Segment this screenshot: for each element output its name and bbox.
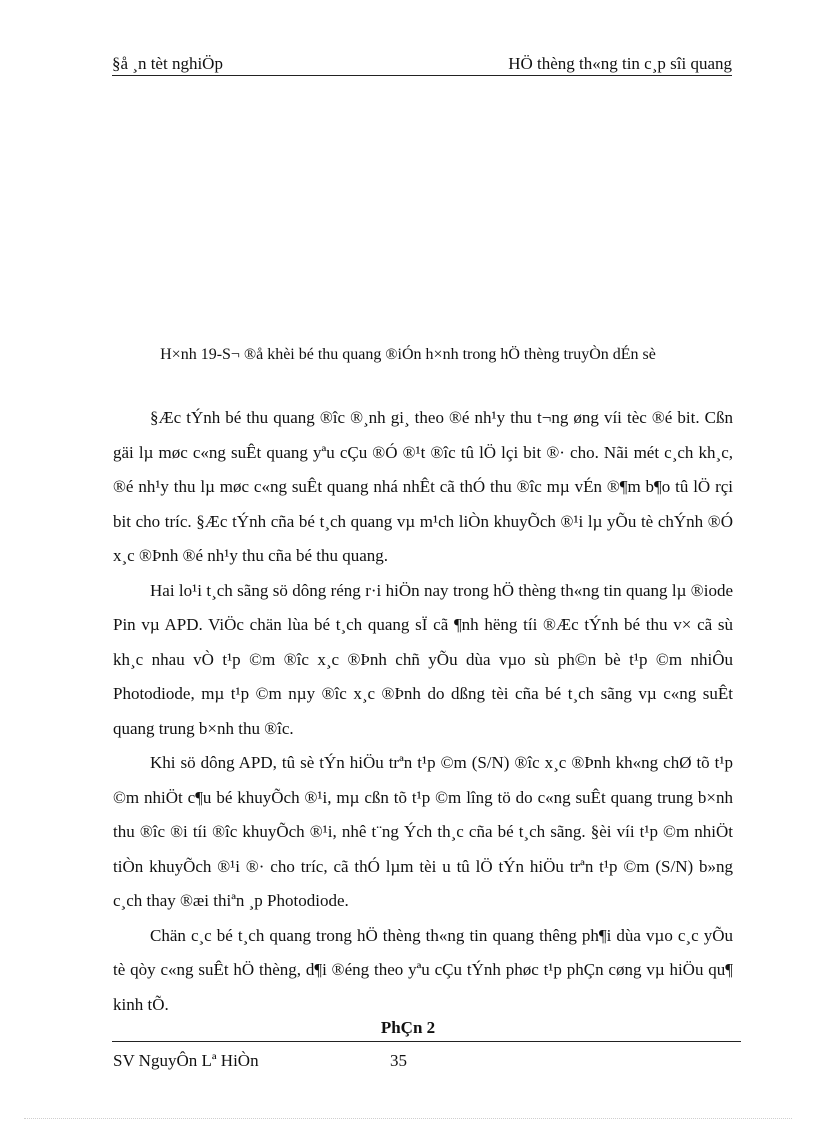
header-rule bbox=[112, 75, 732, 76]
paragraph: §Æc tÝnh bé thu quang ®îc ®¸nh gi¸ theo ®é nh¹y thu t¬ng øng víi tèc ®é bit. Cßn gäi lµ møc c«ng suÊt quang yªu cÇu ®Ó ®¹t ®îc tû lÖ lçi bit ®· cho. Nãi mét c¸ch kh¸c, ®é nh¹y thu lµ møc c«ng suÊt quang nhá nhÊt cã thÓ thu ®îc mµ vÉn ®¶m b¶o tû lÖ rçi bit cho tríc. §Æc tÝnh cña bé t¸ch quang vµ m¹ch liÒn khuyÕch ®¹i lµ yÕu tè chÝnh ®Ó x¸c ®Þnh ®é nh¹y thu cña bé thu quang. bbox=[113, 408, 733, 565]
paragraph: Hai lo¹i t¸ch sãng sö dông réng r·i hiÖn nay trong hÖ thèng th«ng tin quang lµ ®iode Pin vµ APD. ViÖc chän lùa bé t¸ch quang sÏ cã ¶nh hëng tíi ®Æc tÝnh bé thu v× cã sù kh¸c nhau vÒ t¹p ©m ®îc x¸c ®Þnh chñ yÕu dùa vµo sù ph©n bè t¹p ©m nhiÔu Photodiode, mµ t¹p ©m nµy ®îc x¸c ®Þnh do dßng tèi cña bé t¸ch sãng vµ c«ng suÊt quang trung b×nh thu ®îc. bbox=[113, 580, 733, 738]
body-text bbox=[113, 401, 733, 1022]
page-bottom-divider bbox=[24, 1118, 792, 1119]
figure-caption: H×nh 19-S¬ ®å khèi bé thu quang ®iÓn h×nh trong hÖ thèng truyÒn dÉn sè bbox=[160, 346, 656, 363]
paragraph: Khi sö dông APD, tû sè tÝn hiÖu trªn t¹p ©m (S/N) ®îc x¸c ®Þnh kh«ng chØ tõ t¹p ©m nhiÖt c¶u bé khuyÕch ®¹i, mµ cßn tõ t¹p ©m lîng tö do c«ng suÊt quang trung b×nh thu ®îc ®i tíi ®îc khuyÕch ®¹i, nhê t¨ng Ých th¸c cña bé t¸ch sãng. §èi víi t¹p ©m nhiÖt tiÒn khuyÕch ®¹i ®· cho tríc, cã thÓ lµm tèi u tû lÖ tÝn hiÖu trªn t¹p ©m (S/N) b»ng c¸ch thay ®æi thiªn ¸p Photodiode. bbox=[113, 753, 733, 910]
footer-rule bbox=[112, 1041, 741, 1042]
paragraph: Chän c¸c bé t¸ch quang trong hÖ thèng th«ng tin quang thêng ph¶i dùa vµo c¸c yÕu tè qòy c«ng suÊt hÖ thèng, d¶i ®éng theo yªu cÇu tÝnh phøc t¹p phÇn cøng vµ hiÖu qu¶ kinh tÕ. bbox=[113, 925, 733, 1014]
page-number: 35 bbox=[390, 1051, 407, 1070]
header-right-title: HÖ thèng th«ng tin c¸p sîi quang bbox=[508, 54, 732, 73]
footer-author: SV NguyÔn Lª HiÒn bbox=[113, 1051, 259, 1070]
section-heading: PhÇn 2 bbox=[380, 1018, 436, 1037]
header-left-title: §å ¸n tèt nghiÖp bbox=[112, 54, 223, 73]
